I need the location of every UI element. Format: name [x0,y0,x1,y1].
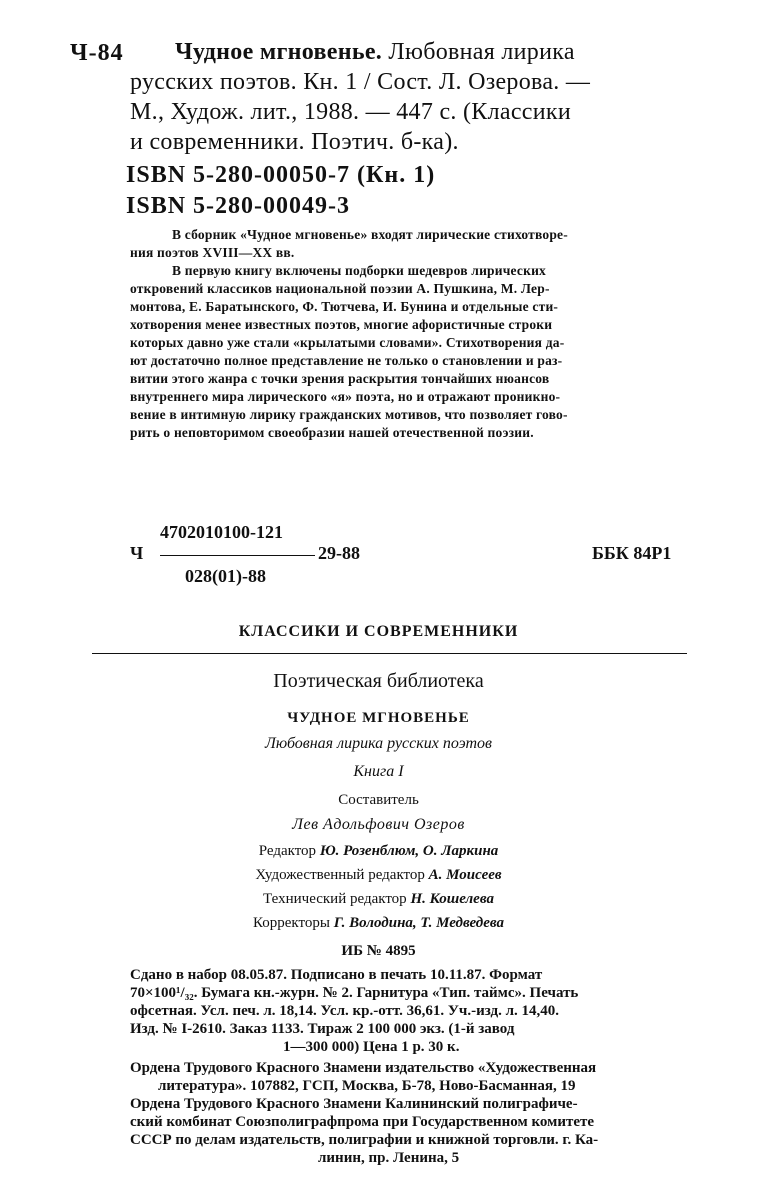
editor-line [0,843,757,860]
editor-names: Ю. Розенблюм, О. Ларкина [319,843,499,859]
annotation-line: рить о неповторимом своеобразии нашей отечественной поэзии. [130,425,534,440]
imprint-line: литература». 107882, ГСП, Москва, Б-78, Ново-Басманная, 19 [158,1078,576,1094]
annotation-line: В сборник «Чудное мгновенье» входят лирические стихотворе- [172,227,568,242]
art-editor-label: Художественный редактор [255,867,425,883]
imprint-line: Изд. № I-2610. Заказ 1133. Тираж 2 100 000 экз. (1-й завод [130,1021,515,1037]
proofreader-line [0,915,757,932]
imprint-line: линин, пр. Ленина, 5 [318,1150,460,1166]
book-title: ЧУДНОЕ МГНОВЕНЬЕ [287,710,470,726]
volume-label: Книга I [353,763,404,780]
book-subtitle: Любовная лирика русских поэтов [265,735,492,752]
series-title: КЛАССИКИ И СОВРЕМЕННИКИ [238,623,519,640]
bbk-code: ББК 84Р1 [592,543,672,563]
tech-editor-name: Н. Кошелева [410,891,494,907]
annotation-line: откровений классиков национальной поэзии А. Пушкина, М. Лер- [130,281,550,296]
proofreader-names: Г. Володина, Т. Медведева [333,915,504,931]
book-title-bold: Чудное мгновенье. [175,39,383,65]
imprint-line: Ордена Трудового Красного Знамени издательство «Художественная [130,1060,597,1076]
header-line-2: русских поэтов. Кн. 1 / Сост. Л. Озерова. — [130,69,591,95]
annotation-line: внутреннего мира лирического «я» поэта, но и отражают проникно- [130,389,561,404]
ib-number: ИБ № 4895 [341,943,416,959]
annotation-line: вение в интимную лирику гражданских мотивов, что позволяет гово- [130,407,568,422]
annotation-line: которых давно уже стали «крылатыми словами». Стихотворения да- [130,335,565,350]
art-editor-line [0,867,757,884]
imprint-line: ский комбинат Союзполиграфпрома при Государственном комитете [130,1114,595,1130]
catalog-numerator: 4702010100-121 [160,522,283,542]
art-editor-name: А. Моисеев [428,867,502,883]
isbn-volume: ISBN 5-280-00050-7 (Кн. 1) [126,162,436,188]
annotation-line: хотворения менее известных поэтов, многие афористичные строки [130,317,553,332]
proofreader-label: Корректоры [253,915,330,931]
catalog-denominator: 028(01)-88 [185,566,266,586]
header-line-1 [175,37,575,67]
imprint-line: 70×100¹/₃₂. Бумага кн.-журн. № 2. Гарнитура «Тип. таймс». Печать [130,985,579,1001]
catalog-code: 29-88 [318,543,360,563]
header-line-4: и современники. Поэтич. б-ка). [130,129,459,155]
annotation-line: монтова, Е. Баратынского, Ф. Тютчева, И. Бунина и отдельные сти- [130,299,559,314]
tech-editor-line [0,891,757,908]
catalog-letter: Ч [130,543,144,563]
imprint-line: Ордена Трудового Красного Знамени Калининский полиграфиче- [130,1096,578,1112]
imprint-line: Сдано в набор 08.05.87. Подписано в печать 10.11.87. Формат [130,967,543,983]
library-title: Поэтическая библиотека [273,670,484,692]
divider [92,653,687,654]
header-line-1-rest: Любовная лирика [388,39,575,65]
imprint-line: офсетная. Усл. печ. л. 18,14. Усл. кр.-отт. 36,61. Уч.-изд. л. 14,40. [130,1003,559,1019]
annotation-line: витии этого жанра с точки зрения раскрытия тончайших нюансов [130,371,550,386]
catalog-fraction-line [160,555,315,556]
editor-label: Редактор [258,843,317,859]
annotation-line: В первую книгу включены подборки шедевров лирических [172,263,547,278]
isbn-set: ISBN 5-280-00049-3 [126,193,351,219]
header-line-3: М., Худож. лит., 1988. — 447 с. (Классики [130,99,571,125]
imprint-line: 1—300 000) Цена 1 р. 30 к. [283,1039,460,1055]
imprint-line: СССР по делам издательств, полиграфии и книжной торговли. г. Ка- [130,1132,599,1148]
annotation-line: ния поэтов XVIII—XX вв. [130,245,295,260]
tech-editor-label: Технический редактор [263,891,407,907]
call-number: Ч-84 [70,40,124,66]
annotation-line: ют достаточно полное представление не только о становлении и раз- [130,353,563,368]
compiler-label: Составитель [338,792,419,808]
compiler-name: Лев Адольфович Озеров [292,816,465,833]
